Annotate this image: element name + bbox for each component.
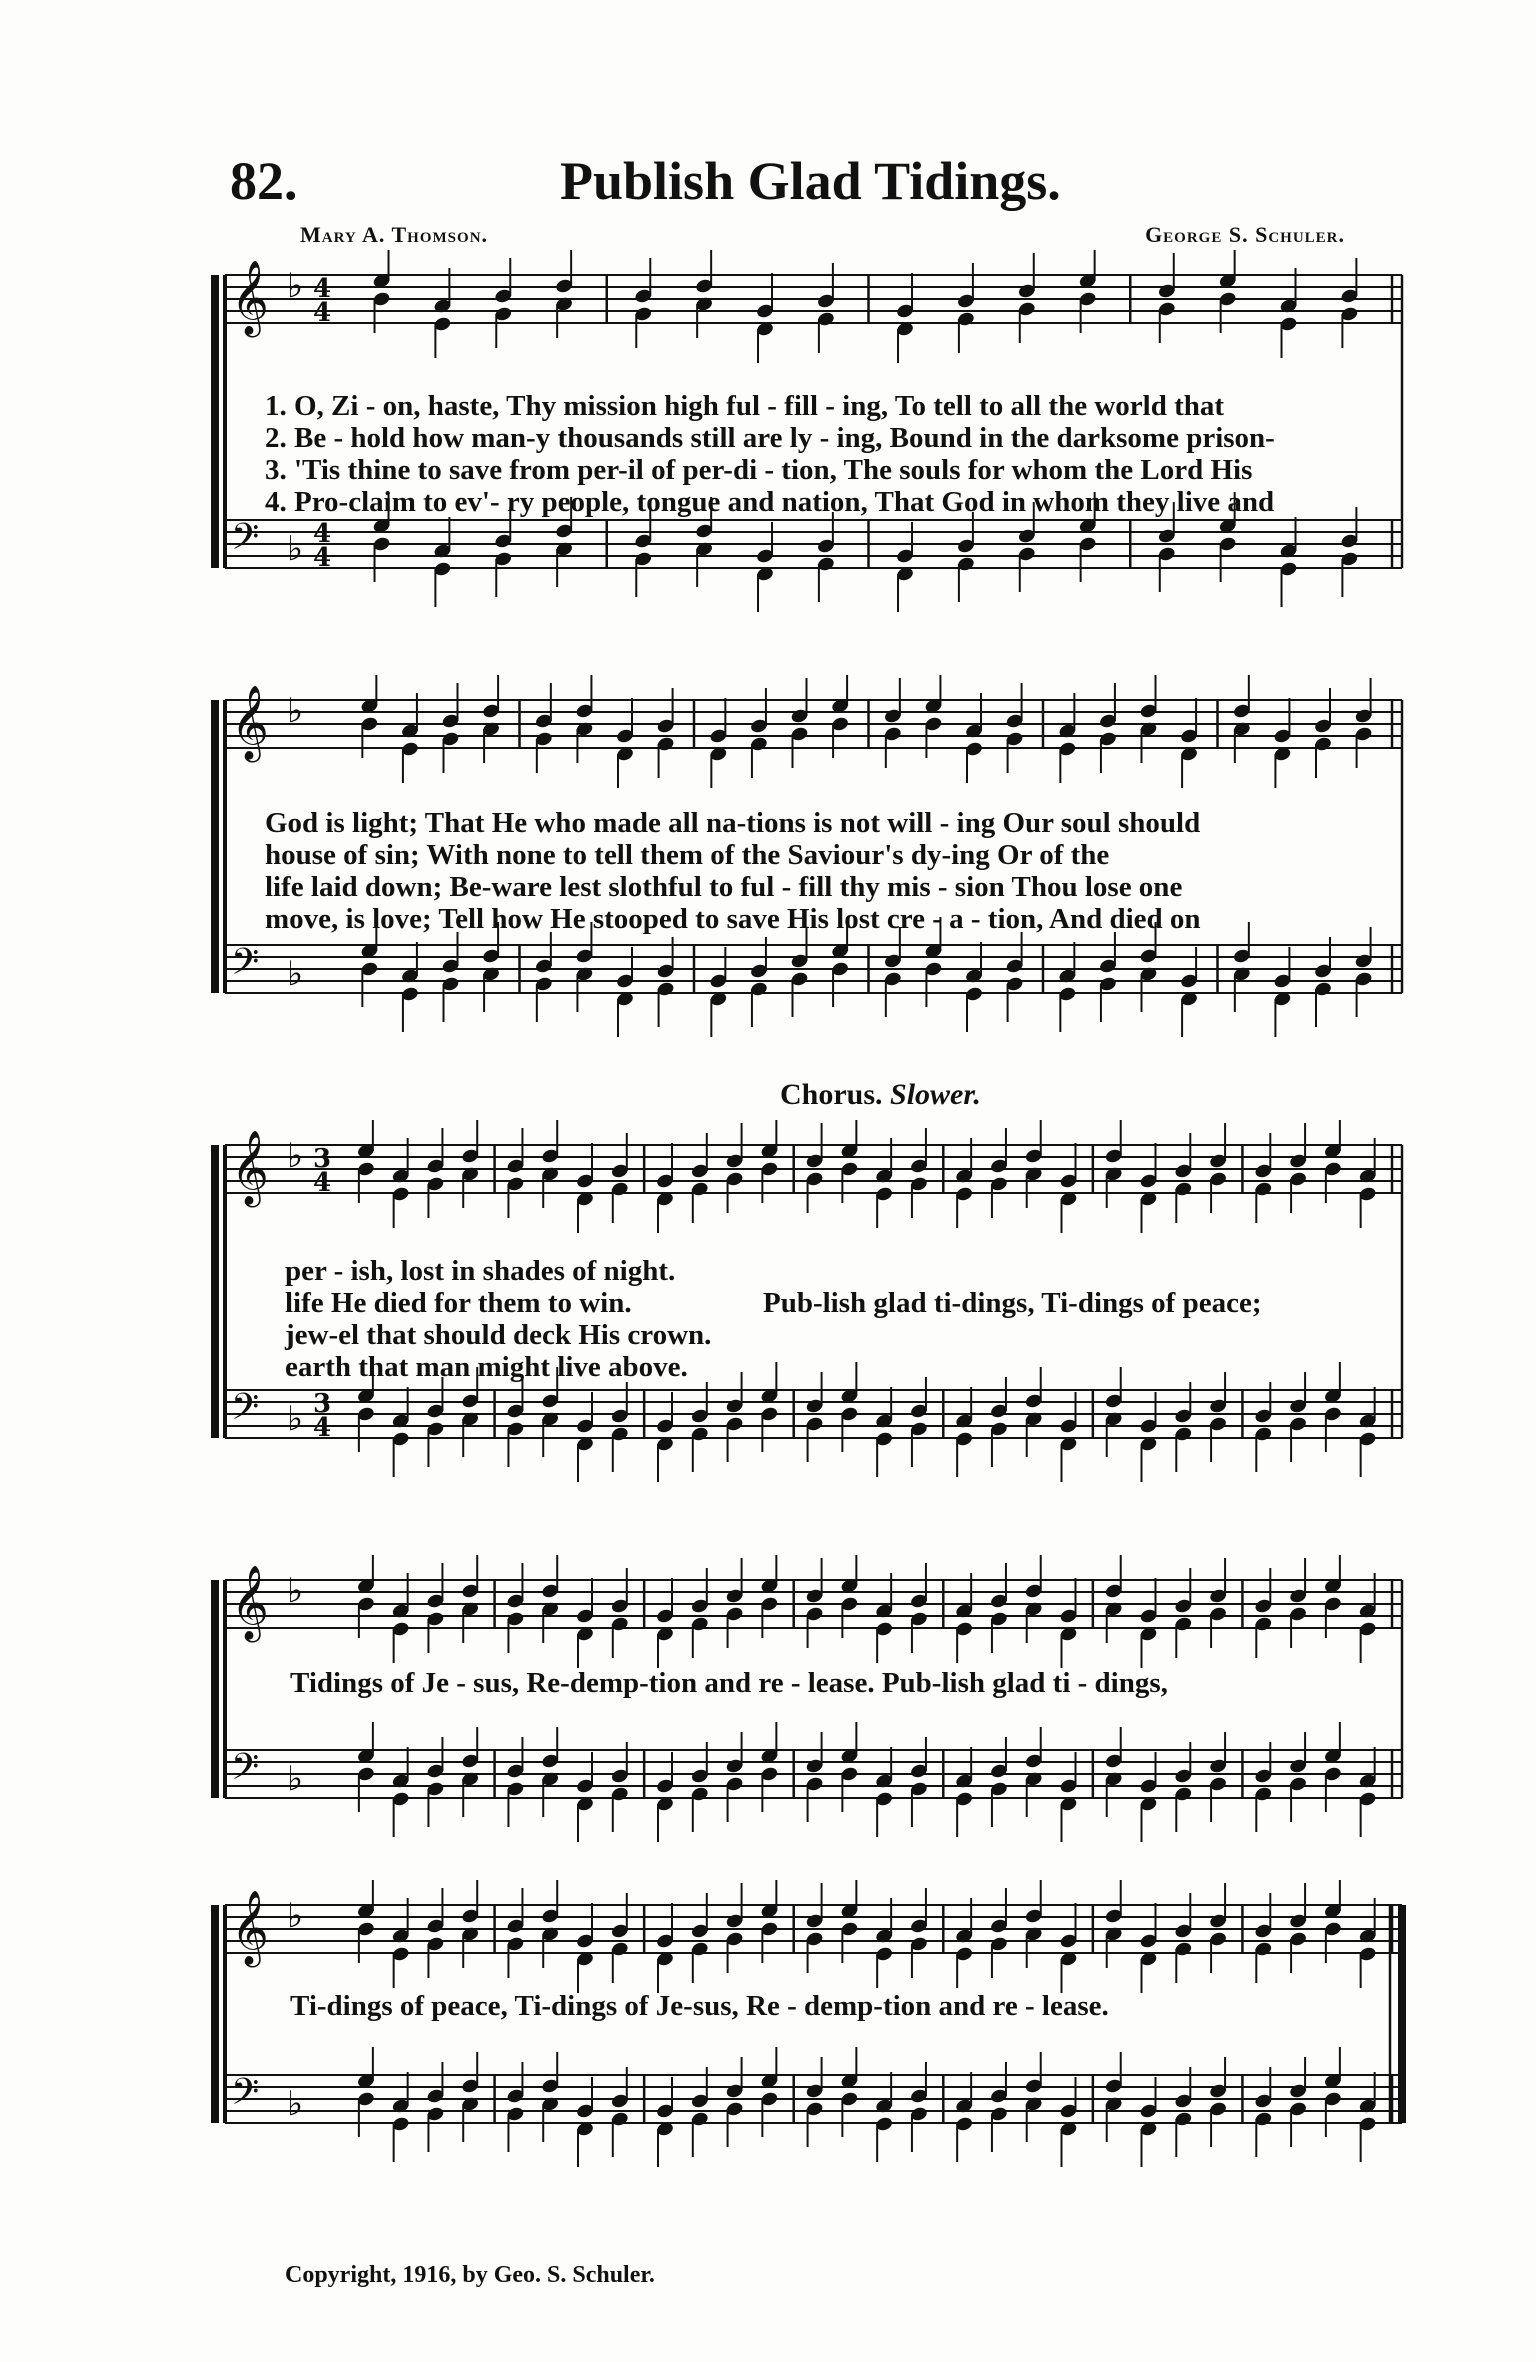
lyric-line: per - ish, lost in shades of night. [285, 1255, 676, 1287]
flat-sign-icon: ♭ [287, 691, 304, 731]
time-signature-top: 3 [313, 1389, 332, 1419]
tempo-marking: Slower. [890, 1078, 981, 1111]
flat-sign-icon: ♭ [287, 2084, 304, 2124]
chorus-lyrics-2 [290, 1667, 1440, 1699]
verse-lyrics-2 [265, 807, 1415, 935]
flat-sign-icon: ♭ [287, 1136, 304, 1176]
grand-staff-5 [205, 1880, 1410, 2180]
flat-sign-icon: ♭ [287, 1896, 304, 1936]
time-signature-bottom: 4 [313, 1168, 332, 1198]
composer-credit: George S. Schuler. [1145, 222, 1345, 247]
copyright-notice: Copyright, 1916, by Geo. S. Schuler. [285, 2262, 655, 2288]
verse-ending-lyrics [285, 1255, 1435, 1383]
lyric-line: Pub-lish glad ti-dings, Ti-dings of peace; [763, 1287, 1262, 1319]
lyric-line: 3. 'Tis thine to save from per-il of per-di - tion, The souls for whom the Lord His [265, 454, 1253, 486]
flat-sign-icon: ♭ [287, 266, 304, 306]
flat-sign-icon: ♭ [287, 1571, 304, 1611]
bass-clef-icon: 𝄢 [231, 1746, 260, 1797]
lyric-line: house of sin; With none to tell them of the Saviour's dy-ing Or of the [265, 839, 1110, 871]
flat-sign-icon: ♭ [287, 954, 304, 994]
lyric-line: Ti-dings of peace, Ti-dings of Je-sus, Re - demp-tion and re - lease. [290, 1990, 1109, 2022]
flat-sign-icon: ♭ [287, 1399, 304, 1439]
chorus-lyrics-3 [290, 1990, 1440, 2022]
treble-clef-icon: 𝄞 [231, 686, 269, 760]
time-signature-top: 4 [313, 274, 332, 304]
lyric-line: life He died for them to win. [285, 1287, 632, 1319]
chorus-lyrics-1 [763, 1287, 1363, 1319]
lyric-line: jew-el that should deck His crown. [285, 1319, 712, 1351]
time-signature-top: 3 [313, 1144, 332, 1174]
lyric-line: 2. Be - hold how man-y thousands still are ly - ing, Bound in the darksome prison- [265, 422, 1275, 454]
hymn-number: 82. [230, 151, 298, 211]
lyric-line: 4. Pro-claim to ev'- ry people, tongue and nation, That God in whom they live and [265, 486, 1275, 518]
lyricist-credit: Mary A. Thomson. [300, 222, 489, 247]
chorus-marking [780, 1078, 981, 1112]
bass-clef-icon: 𝄢 [231, 2071, 260, 2122]
time-signature-bottom: 4 [313, 543, 332, 573]
flat-sign-icon: ♭ [287, 529, 304, 569]
treble-clef-icon: 𝄞 [231, 1131, 269, 1205]
bass-clef-icon: 𝄢 [231, 516, 260, 567]
hymn-title: Publish Glad Tidings. [560, 151, 1061, 211]
time-signature-bottom: 4 [313, 1413, 332, 1443]
time-signature-bottom: 4 [313, 298, 332, 328]
chorus-label: Chorus. [780, 1078, 883, 1111]
treble-clef-icon: 𝄞 [231, 1891, 269, 1965]
bass-clef-icon: 𝄢 [231, 941, 260, 992]
bass-clef-icon: 𝄢 [231, 1386, 260, 1437]
lyric-line: life laid down; Be-ware lest slothful to ful - fill thy mis - sion Thou lose one [265, 871, 1183, 903]
grand-staff-4 [205, 1555, 1410, 1855]
lyric-line: move, is love; Tell how He stooped to save His lost cre - a - tion, And died on [265, 903, 1201, 935]
treble-clef-icon: 𝄞 [231, 1566, 269, 1640]
hymn-header [230, 150, 1410, 247]
time-signature-top: 4 [313, 519, 332, 549]
verse-lyrics-1 [265, 390, 1415, 518]
flat-sign-icon: ♭ [287, 1759, 304, 1799]
treble-clef-icon: 𝄞 [231, 261, 269, 335]
lyric-line: earth that man might live above. [285, 1351, 688, 1383]
lyric-line: 1. O, Zi - on, haste, Thy mission high ful - fill - ing, To tell to all the world that [265, 390, 1225, 422]
lyric-line: God is light; That He who made all na-tions is not will - ing Our soul should [265, 807, 1201, 839]
lyric-line: Tidings of Je - sus, Re-demp-tion and re - lease. Pub-lish glad ti - dings, [290, 1667, 1168, 1699]
